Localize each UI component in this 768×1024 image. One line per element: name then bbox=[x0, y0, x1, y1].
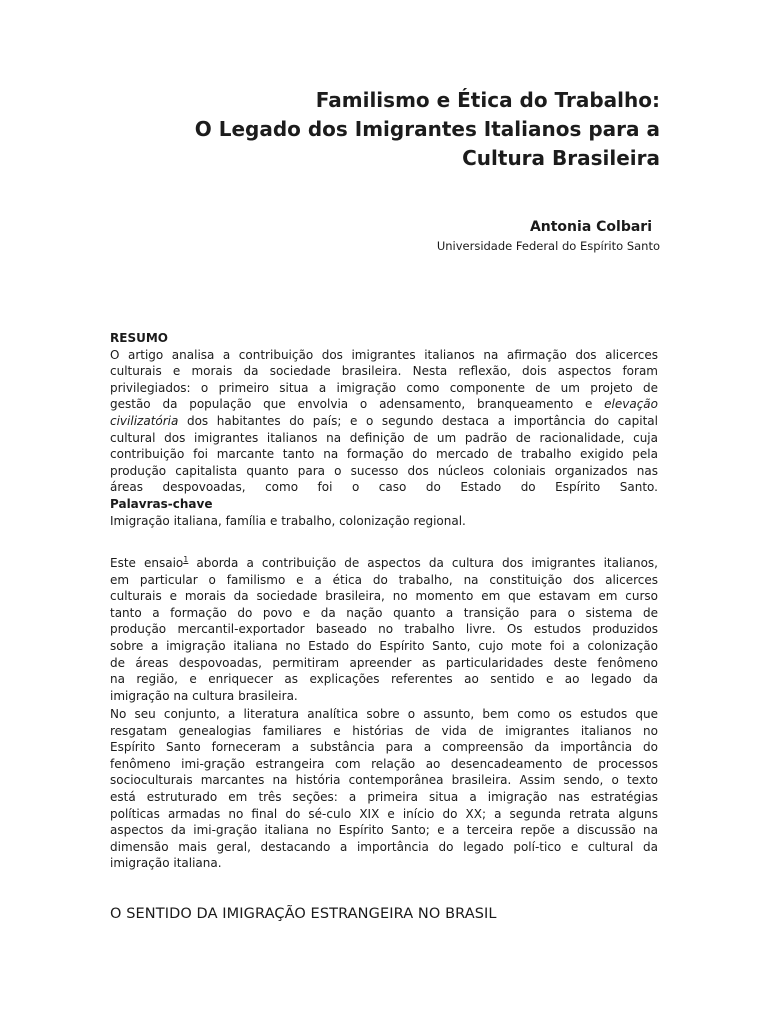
paragraph-line: aspectos da imi-gração italiana no Espírito Santo; e a terceira repõe a discussão na bbox=[110, 823, 658, 838]
article-title bbox=[100, 86, 660, 173]
abstract-section bbox=[110, 330, 658, 529]
paragraph-line: imigração na cultura brasileira. bbox=[110, 688, 298, 703]
paragraph-line: políticas armadas no final do sé-culo XIX e início do XX; a segunda retrata alguns bbox=[110, 806, 658, 821]
paragraph-line: culturais e morais da sociedade brasileira, no momento em que estavam em curso bbox=[110, 589, 658, 604]
paragraph-line: resgatam genealogias familiares e histórias de vida de imigrantes italianos no bbox=[110, 723, 658, 738]
paragraph-line: de áreas despovoadas, permitiram apreender as particularidades deste fenômeno bbox=[110, 655, 658, 670]
section-heading: O SENTIDO DA IMIGRAÇÃO ESTRANGEIRA NO BRASIL bbox=[110, 906, 497, 922]
abstract-line: produção capitalista quanto para o sucesso dos núcleos coloniais organizados nas bbox=[110, 463, 658, 478]
paragraph-line-part: Este ensaio bbox=[110, 556, 184, 570]
keywords-heading: Palavras-chave bbox=[110, 496, 213, 511]
paragraph-line: produção mercantil-exportador baseado no trabalho livre. Os estudos produzidos bbox=[110, 622, 658, 637]
author-name: Antonia Colbari bbox=[529, 219, 652, 235]
abstract-line: cultural dos imigrantes italianos na definição de um padrão de racionalidade, cuja bbox=[110, 430, 658, 445]
paragraph-line: tanto a formação do povo e da nação quanto a transição para o sistema de bbox=[110, 605, 658, 620]
abstract-text bbox=[110, 347, 658, 496]
paragraph-line: socioculturais marcantes na história contemporânea brasileira. Assim sendo, o texto bbox=[110, 773, 658, 788]
paragraph-line: Espírito Santo forneceram a substância para a compreensão da importância do bbox=[110, 740, 658, 755]
title-line-2: O Legado dos Imigrantes Italianos para a bbox=[194, 117, 660, 141]
paragraph-line: sobre a imigração italiana no Estado do Espírito Santo, cujo mote foi a colonização bbox=[110, 638, 658, 653]
paragraph-line: na região, e enriquecer as explicações referentes ao sentido e ao legado da bbox=[110, 672, 658, 687]
paragraph-line: dimensão mais geral, destacando a importância do legado polí-tico e cultural da bbox=[110, 839, 658, 854]
abstract-line bbox=[110, 413, 658, 430]
abstract-line: áreas despovoadas, como foi o caso do Estado do Espírito Santo. bbox=[110, 480, 658, 495]
paragraph-line bbox=[110, 555, 658, 572]
footnote-marker[interactable]: 1 bbox=[183, 555, 189, 564]
body-paragraph-1 bbox=[110, 555, 658, 704]
paragraph-line: fenômeno imi-gração estrangeira com relação ao desencadeamento de processos bbox=[110, 756, 658, 771]
abstract-line bbox=[110, 396, 658, 413]
abstract-italic-term: elevação bbox=[604, 397, 658, 412]
title-line-3: Cultura Brasileira bbox=[462, 146, 660, 170]
abstract-line: privilegiados: o primeiro situa a imigração como componente de um projeto de bbox=[110, 380, 658, 395]
abstract-line: culturais e morais da sociedade brasileira. Nesta reflexão, dois aspectos foram bbox=[110, 364, 658, 379]
abstract-line-part: gestão da população que envolvia o adensamento, branqueamento e bbox=[110, 397, 605, 412]
paragraph-line: está estruturado em três seções: a primeira situa a imigração nas estratégias bbox=[110, 789, 658, 804]
author-block bbox=[300, 218, 660, 254]
title-line-1: Familismo e Ética do Trabalho: bbox=[315, 88, 660, 112]
paragraph-line: imigração italiana. bbox=[110, 856, 222, 871]
abstract-line: contribuição foi marcante tanto na formação do mercado de trabalho exigido pela bbox=[110, 447, 658, 462]
abstract-italic-term: civilizatória bbox=[110, 413, 179, 428]
keywords-text: Imigração italiana, família e trabalho, colonização regional. bbox=[110, 513, 466, 528]
paragraph-line: em particular o familismo e a ética do trabalho, na constituição dos alicerces bbox=[110, 572, 658, 587]
abstract-line: O artigo analisa a contribuição dos imigrantes italianos na afirmação dos alicerces bbox=[110, 347, 658, 362]
paragraph-line: No seu conjunto, a literatura analítica sobre o assunto, bem como os estudos que bbox=[110, 707, 658, 721]
abstract-heading: RESUMO bbox=[110, 331, 168, 345]
abstract-line-part: dos habitantes do país; e o segundo destaca a importância do capital bbox=[178, 413, 658, 428]
author-affiliation: Universidade Federal do Espírito Santo bbox=[436, 239, 660, 253]
paragraph-line-part: aborda a contribuição de aspectos da cultura dos imigrantes italianos, bbox=[188, 556, 658, 570]
body-paragraph-2 bbox=[110, 706, 658, 872]
